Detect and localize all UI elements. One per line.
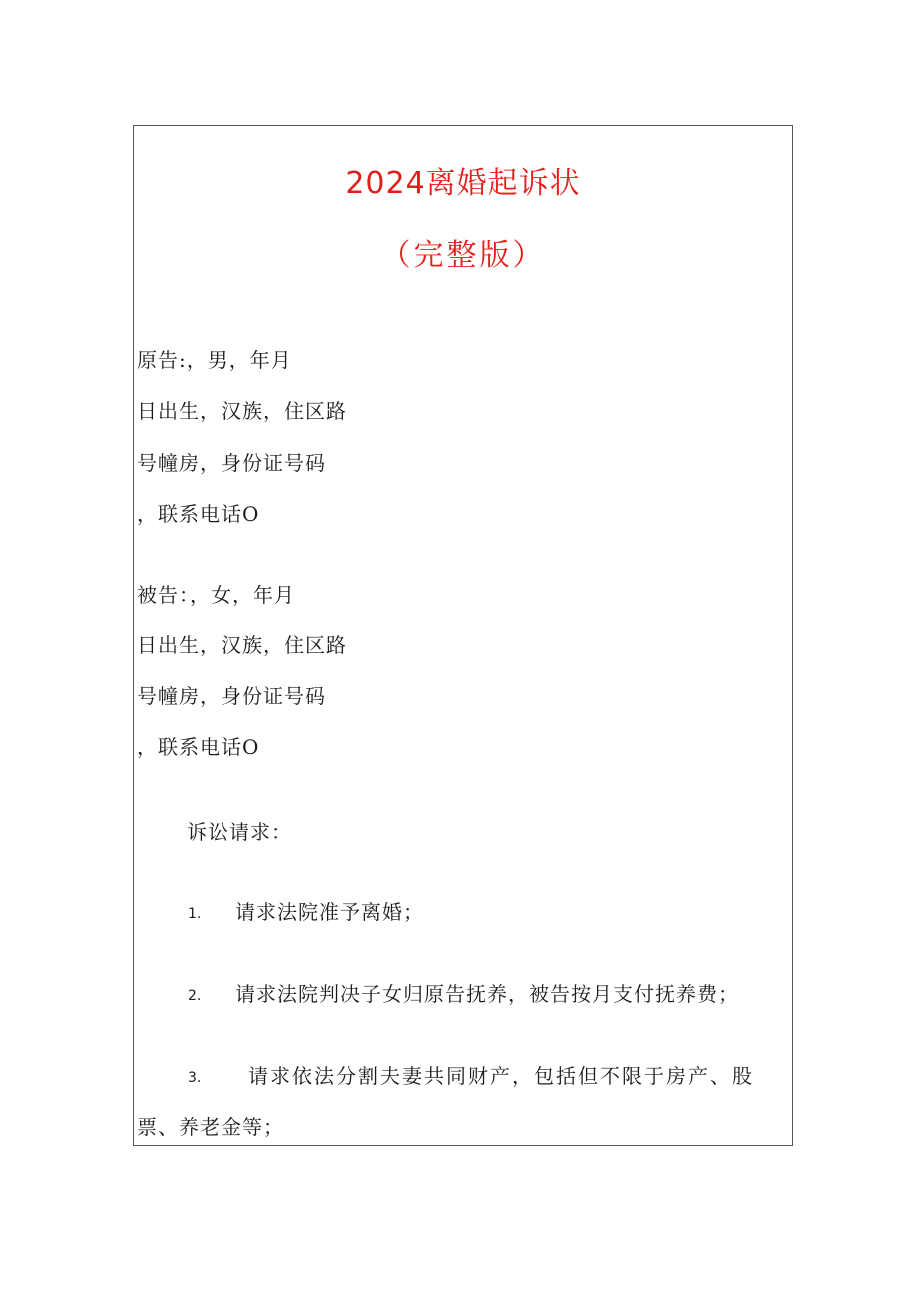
defendant-line-4: ，联系电话O xyxy=(137,735,260,759)
claim-text: 请求法院判决子女归原告抚养，被告按月支付抚养费； xyxy=(235,982,739,1006)
defendant-line-2: 日出生，汉族，住区路 xyxy=(137,633,347,657)
claim-text: 请求法院准予离婚； xyxy=(235,900,424,924)
defendant-line-3: 号幢房，身份证号码 xyxy=(137,684,326,708)
document-title: 2024离婚起诉状 xyxy=(345,166,581,201)
document-subtitle: （完整版） xyxy=(380,238,546,273)
claims-heading: 诉讼请求： xyxy=(187,820,292,844)
claim-number: 1. xyxy=(188,906,202,922)
defendant-line-1: 被告：，女，年月 xyxy=(137,583,295,607)
plaintiff-line-1: 原告:，男，年月 xyxy=(137,348,292,372)
plaintiff-line-2: 日出生，汉族，住区路 xyxy=(137,399,347,423)
claim-number: 2. xyxy=(188,988,202,1004)
claim-text: 请求依法分割夫妻共同财产，包括但不限于房产、股 xyxy=(248,1064,754,1088)
plaintiff-line-4: ，联系电话O xyxy=(137,502,260,526)
claim-text-continuation: 票、养老金等； xyxy=(137,1115,284,1139)
claim-number: 3. xyxy=(188,1070,202,1086)
plaintiff-line-3: 号幢房，身份证号码 xyxy=(137,451,326,475)
